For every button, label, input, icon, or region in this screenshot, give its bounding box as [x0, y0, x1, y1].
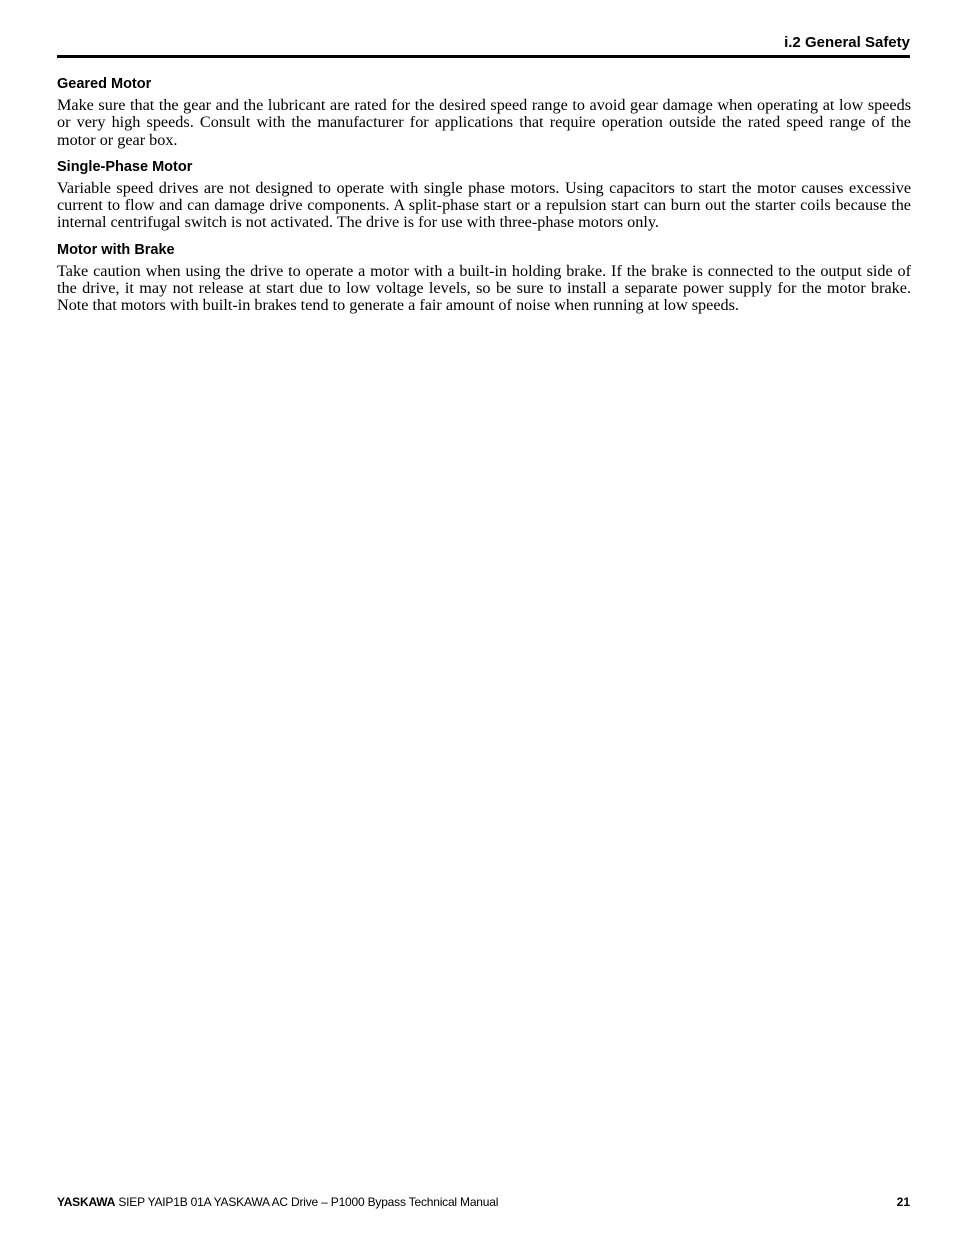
- section-paragraph: Make sure that the gear and the lubricant are rated for the desired speed range to avoid gear damage when operating at low speeds or very high speeds. Consult with the manufacturer for applications that require operation outside the rated speed range of the motor or gear box.: [57, 96, 911, 149]
- section-heading: Motor with Brake: [57, 241, 175, 258]
- footer-document-title: SIEP YAIP1B 01A YASKAWA AC Drive – P1000 Bypass Technical Manual: [118, 1195, 499, 1209]
- section-paragraph: Variable speed drives are not designed to operate with single phase motors. Using capacitors to start the motor causes excessive current to flow and can damage drive components. A split-phase start or a repulsion start can burn out the starter coils because the internal centrifugal switch is not activated. The drive is for use with three-phase motors only.: [57, 178, 911, 232]
- footer-brand: YASKAWA: [57, 1195, 116, 1209]
- section-heading: Geared Motor: [57, 76, 152, 92]
- section-geared-motor: [57, 76, 911, 149]
- page-number: 21: [896, 1195, 910, 1209]
- section-title: i.2 General Safety: [784, 34, 910, 51]
- page-header: [57, 33, 910, 58]
- footer-document-info: [57, 1194, 498, 1210]
- section-paragraph: Take caution when using the drive to operate a motor with a built-in holding brake. If the brake is connected to the output side of the drive, it may not release at start due to low voltage levels, so be sure to install a separate power supply for the motor brake. Note that motors with built-in brakes tend to generate a fair amount of noise when running at low speeds.: [57, 261, 911, 315]
- page-footer: [57, 1194, 910, 1210]
- section-single-phase-motor: [57, 159, 911, 232]
- section-motor-with-brake: [57, 242, 911, 315]
- section-heading: Single-Phase Motor: [57, 158, 193, 175]
- page-content: [57, 76, 911, 325]
